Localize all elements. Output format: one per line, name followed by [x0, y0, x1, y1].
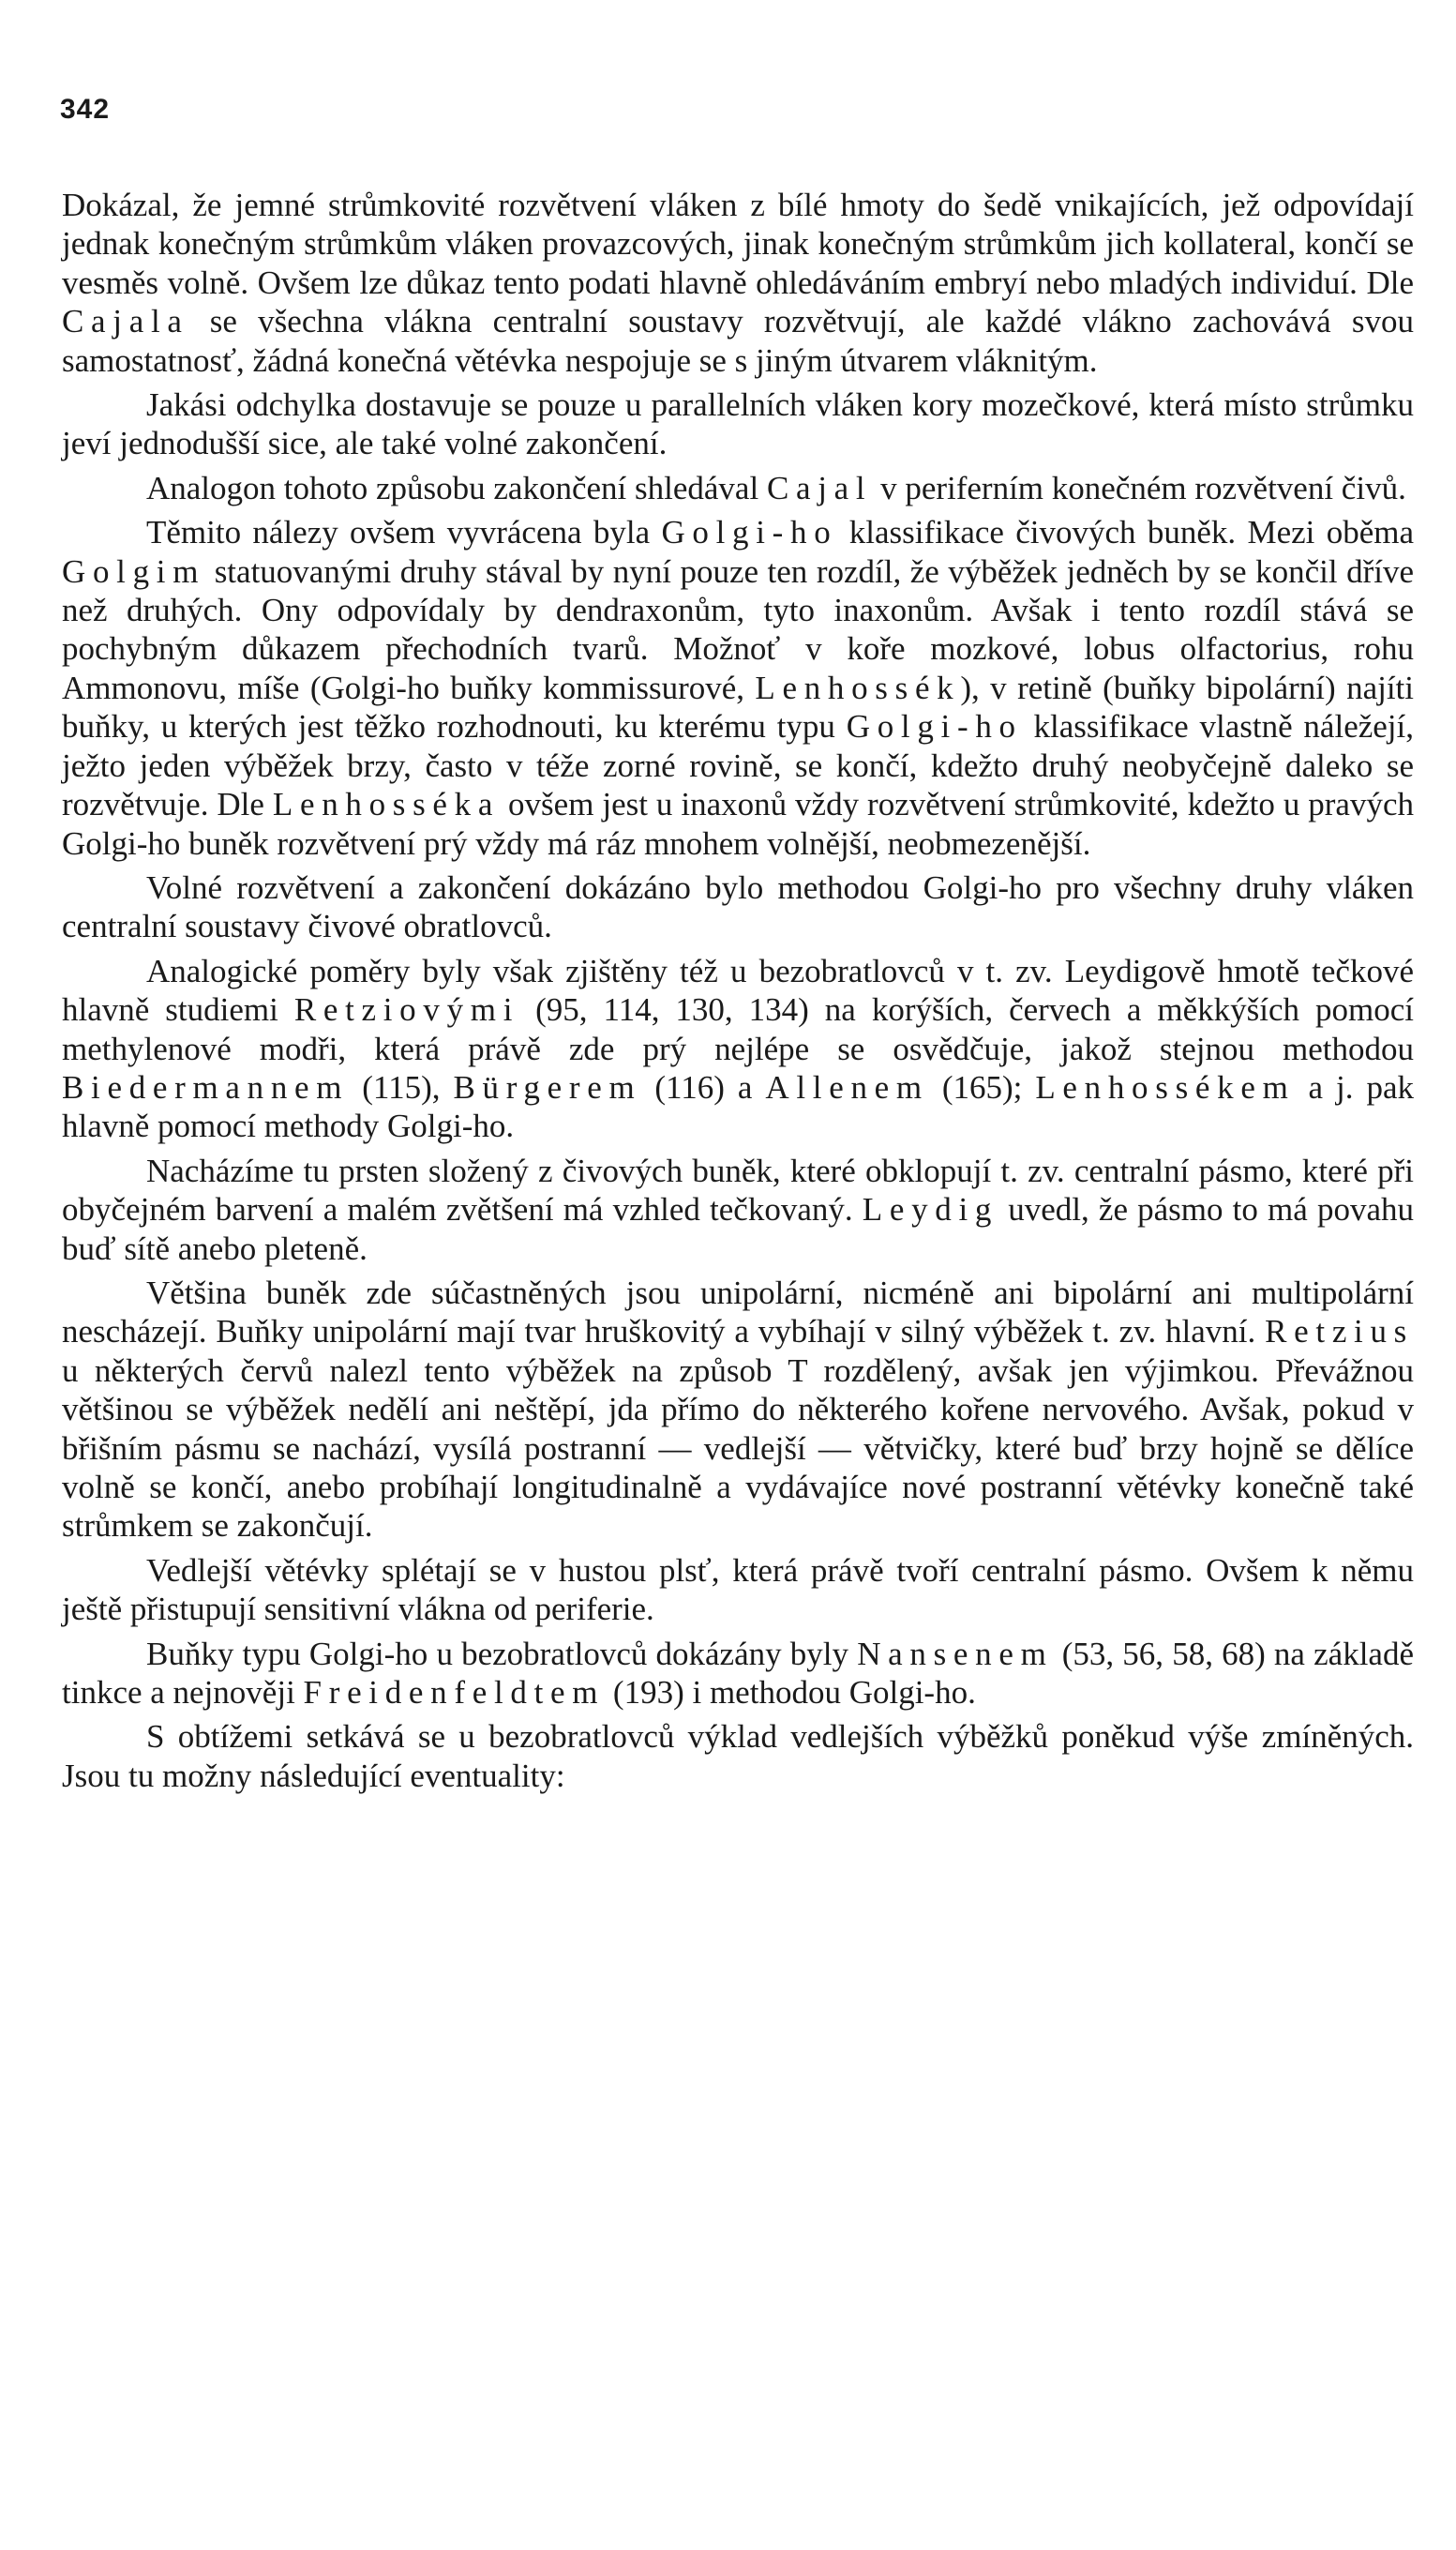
- paragraph: [62, 1635, 1414, 1713]
- text-run: (116) a: [641, 1068, 766, 1106]
- text-run: S obtížemi setkává se u bezobratlovců výklad vedlejších výběžků poněkud výše zmíněných. Jsou tu možny následující eventuality:: [62, 1718, 1414, 1794]
- paragraph: [62, 1274, 1414, 1546]
- spaced-name: Cajal: [766, 469, 873, 506]
- spaced-name: Allenem: [765, 1068, 929, 1106]
- text-run: Volné rozvětvení a zakončení dokázáno bylo methodou Golgi-ho pro všechny druhy vláken centralní soustavy čivové obratlovců.: [62, 868, 1414, 945]
- text-run: Analogické poměry byly však zjištěny též u bezobratlovců v t. zv. Leydigově hmotě tečkové hlavně studiemi: [62, 952, 1414, 1029]
- paragraph: [62, 186, 1414, 380]
- paragraph: [62, 1152, 1414, 1268]
- text-run: Dokázal, že jemné strůmkovité rozvětvení vláken z bílé hmoty do šedě vnikajících, jež odpovídají jednak konečným strůmkům vláken provazcových, jinak konečným strůmkům jich kollateral, končí se vesměs volně. Ovšem lze důkaz tento podati hlavně ohledáváním embryí nebo mladých individuí. Dle: [62, 187, 1414, 301]
- text-run: Vedlejší větévky splétají se v hustou plsť, která právě tvoří centralní pásmo. Ovšem k němu ještě přistupují sensitivní vlákna od periferie.: [62, 1551, 1414, 1628]
- paragraph: [62, 1551, 1414, 1629]
- text-run: u některých červů nalezl tento výběžek na způsob T rozdělený, avšak jen výjimkou. Převážnou většinou se výběžek nedělí ani neštěpí, jda přímo do některého kořene nervového. Avšak, pokud v břišním pásmu se nachází, vysílá postranní — vedlejší — větvičky, které buď brzy hojně se dělíce volně se končí, anebo probíhají longitudinalně a vydávajíce nové postranní větévky konečně také strůmkem se zakončují.: [62, 1351, 1414, 1545]
- text-run: (193) i methodou Golgi-ho.: [605, 1674, 976, 1712]
- paragraph: [62, 1717, 1414, 1795]
- text-run: klassifikace vlastně náležejí, ježto jeden výběžek brzy, často v téže zorné rovině, se končí, kdežto druhý neobyčejně daleko se rozvětvuje. Dle: [62, 708, 1414, 823]
- text-run: klassifikace čivových buněk. Mezi oběma: [837, 514, 1414, 551]
- text-run: (115),: [349, 1068, 454, 1106]
- text-run: v periferním konečném rozvětvení čivů.: [872, 469, 1406, 506]
- spaced-name: Leydig: [862, 1191, 999, 1229]
- text-run: Buňky typu Golgi-ho u bezobratlovců dokázány byly: [146, 1635, 858, 1672]
- text-run: Jakási odchylka dostavuje se pouze u parallelních vláken kory mozečkové, která místo strůmku jeví jednodušší sice, ale také volné zakončení.: [62, 386, 1414, 462]
- spaced-name: Lenhosséka: [272, 786, 501, 823]
- paragraph: [62, 868, 1414, 946]
- spaced-name: Nansenem: [857, 1635, 1054, 1672]
- spaced-name: Lenhossék: [755, 669, 961, 706]
- page-number: 342: [60, 94, 111, 125]
- paragraph: [62, 469, 1414, 507]
- spaced-name: Lenhossékem: [1035, 1068, 1296, 1106]
- text-run: ), v retině (buňky bipolární) najíti buňky, u kterých jest těžko rozhodnouti, ku kterému typu: [62, 669, 1414, 746]
- text-run: (95, 114, 130, 134) na korýších, červech a měkkýších pomocí methylenové modři, která právě zde prý nejlépe se osvědčuje, jakož stejnou methodou: [62, 991, 1414, 1067]
- spaced-name: Golgim: [62, 552, 206, 590]
- text-run: Těmito nálezy ovšem vyvrácena byla: [146, 514, 662, 551]
- spaced-name: Golgi-ho: [846, 708, 1023, 746]
- text-run: Většina buněk zde súčastněných jsou unipolární, nicméně ani bipolární ani multipolární nescházejí. Buňky unipolární mají tvar hruškovitý a vybíhají v silný výběžek t. zv. hlavní.: [62, 1274, 1414, 1350]
- spaced-name: Cajala: [62, 303, 189, 340]
- text-run: uvedl, že pásmo to má povahu buď sítě anebo pleteně.: [62, 1191, 1414, 1267]
- text-run: ovšem jest u inaxonů vždy rozvětvení strůmkovité, kdežto u pravých Golgi-ho buněk rozvětvení prý vždy má ráz mnohem volnější, neobmezenější.: [62, 786, 1414, 862]
- text-run: se všechna vlákna centralní soustavy rozvětvují, ale každé vlákno zachovává svou samostatnosť, žádná konečná větévka nespojuje se s jiným útvarem vláknitým.: [62, 303, 1414, 379]
- text-run: Nacházíme tu prsten složený z čivových buněk, které obklopují t. zv. centralní pásmo, které při obyčejném barvení a malém zvětšení má vzhled tečkovaný.: [62, 1152, 1414, 1229]
- paragraph: [62, 513, 1414, 863]
- paragraph: [62, 952, 1414, 1146]
- spaced-name: Retziovými: [293, 991, 520, 1029]
- text-run: a j. pak hlavně pomocí methody Golgi-ho.: [62, 1068, 1415, 1145]
- spaced-name: Retzius: [1265, 1313, 1414, 1350]
- spaced-name: Freidenfeldtem: [303, 1674, 606, 1712]
- text-run: (165);: [928, 1068, 1036, 1106]
- paragraph: [62, 385, 1414, 463]
- spaced-name: Biedermannem: [62, 1068, 350, 1106]
- spaced-name: Golgi-ho: [661, 514, 838, 551]
- text-run: Analogon tohoto způsobu zakončení shledával: [146, 469, 767, 506]
- body-text: [62, 186, 1414, 1801]
- text-run: statuovanými druhy stával by nyní pouze ten rozdíl, že výběžek jedněch by se končil dříve než druhých. Ony odpovídaly by dendraxonům, tyto inaxonům. Avšak i tento rozdíl stává se pochybným důkazem přechodních tvarů. Možnoť v koře mozkové, lobus olfactorius, rohu Ammonovu, míše (Golgi-ho buňky kommissurové,: [62, 552, 1414, 706]
- spaced-name: Bürgerem: [453, 1068, 642, 1106]
- text-run: (53, 56, 58, 68) na základě tinkce a nejnověji: [62, 1635, 1414, 1712]
